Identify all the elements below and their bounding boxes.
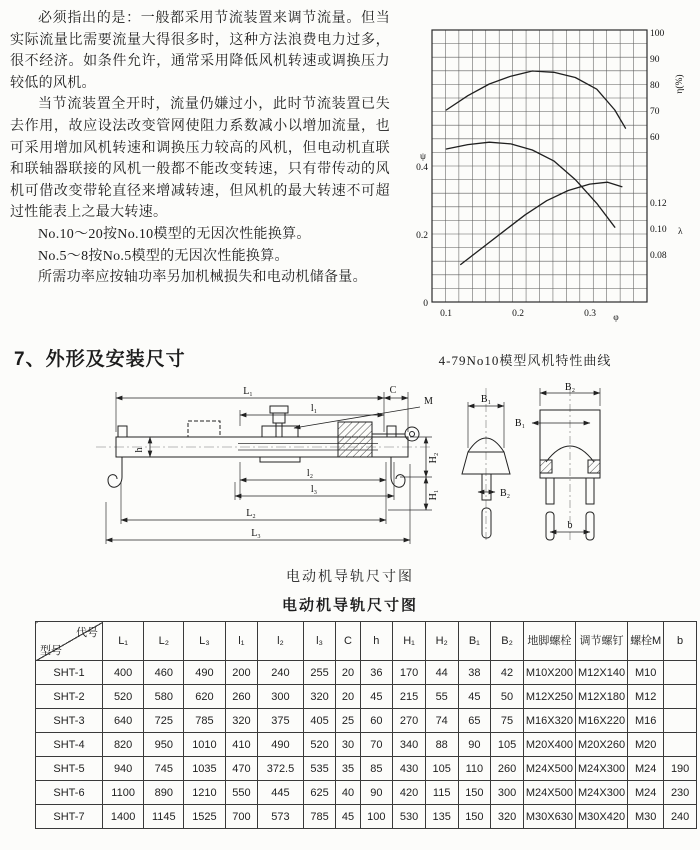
table-cell: M20 (628, 733, 664, 757)
table-cell: M12X250 (523, 685, 575, 709)
left-axis-tick: 0.4 (416, 163, 428, 173)
table-cell: 410 (225, 733, 258, 757)
table-cell: 170 (393, 661, 426, 685)
table-cell: 785 (184, 709, 225, 733)
lambda-axis-label: λ (678, 227, 683, 237)
table-cell: M12X180 (575, 685, 627, 709)
column-header: 调节螺钉 (575, 622, 627, 661)
table-cell: 45 (336, 805, 360, 829)
table-cell: 88 (425, 733, 458, 757)
column-header: L₃ (184, 622, 225, 661)
table-cell: M16X220 (575, 709, 627, 733)
table-cell: 74 (425, 709, 458, 733)
table-cell: M10 (628, 661, 664, 685)
table-cell: M30X630 (523, 805, 575, 829)
table-body (36, 661, 697, 829)
table-cell: 50 (491, 685, 524, 709)
table-cell: 445 (258, 781, 304, 805)
column-header: H₁ (393, 622, 426, 661)
model-cell: SHT-4 (36, 733, 103, 757)
column-header: 地脚螺栓 (523, 622, 575, 661)
table-cell: 55 (425, 685, 458, 709)
table-cell: M30X420 (575, 805, 627, 829)
dim-B1-mid: B₁ (514, 418, 526, 429)
eta-axis-label: η(%) (675, 74, 685, 94)
table-cell: 45 (360, 685, 393, 709)
table-cell: 240 (258, 661, 304, 685)
table-cell: 65 (458, 709, 491, 733)
table-cell: 405 (303, 709, 336, 733)
table-cell: 105 (491, 733, 524, 757)
model-cell: SHT-6 (36, 781, 103, 805)
table-row (36, 805, 697, 829)
table-row (36, 757, 697, 781)
section-heading: 7、外形及安装尺寸 (14, 349, 186, 370)
table-cell: 470 (225, 757, 258, 781)
left-hook (108, 457, 122, 487)
table-cell: 1035 (184, 757, 225, 781)
table-cell: 530 (393, 805, 426, 829)
lambda-axis-tick: 0.08 (650, 251, 667, 261)
chart-caption: 4-79No10模型风机特性曲线 (438, 353, 612, 368)
table-cell: 40 (336, 781, 360, 805)
column-header: B₁ (458, 622, 491, 661)
eta-axis-tick: 90 (650, 55, 660, 65)
table-cell: 42 (491, 661, 524, 685)
paragraph: 所需功率应按轴功率另加机械损失和电动机储备量。 (38, 270, 367, 286)
dim-L3: L₃ (251, 528, 261, 539)
table-cell: 90 (458, 733, 491, 757)
dim-h: h (134, 447, 145, 453)
adjust-bolt-nut (273, 413, 285, 423)
table-cell: 190 (664, 757, 697, 781)
model-cell: SHT-1 (36, 661, 103, 685)
column-header: l₃ (303, 622, 336, 661)
installation-drawings (0, 380, 700, 564)
wedge-block (338, 422, 372, 457)
curve-λ (461, 182, 622, 264)
table-cell: 105 (425, 757, 458, 781)
table-cell: 240 (664, 805, 697, 829)
table-cell: M24 (628, 781, 664, 805)
adjust-bolt-cap (270, 406, 288, 413)
dim-C: C (389, 385, 397, 396)
table-cell: M24X300 (575, 757, 627, 781)
table-cell: 90 (360, 781, 393, 805)
table-cell: 320 (303, 685, 336, 709)
table-cell: 785 (303, 805, 336, 829)
table-cell: M12X140 (575, 661, 627, 685)
table-cell: 115 (425, 781, 458, 805)
dim-L1: L₁ (243, 386, 253, 397)
table-cell: 85 (360, 757, 393, 781)
table-cell: 1525 (184, 805, 225, 829)
table-row (36, 709, 697, 733)
table-cell: 35 (336, 757, 360, 781)
table-cell: 60 (360, 709, 393, 733)
table-cell: 320 (491, 805, 524, 829)
table-cell: 75 (491, 709, 524, 733)
body-text-column (0, 0, 392, 344)
table-cell: 430 (393, 757, 426, 781)
top-section (0, 0, 700, 344)
adjust-block (262, 426, 298, 437)
table-cell: 260 (225, 685, 258, 709)
table-cell: 890 (144, 781, 184, 805)
table-corner-cell: 代号 型号 (36, 622, 103, 661)
table-cell: 700 (225, 805, 258, 829)
chart-curves (446, 71, 625, 265)
table-cell: M10X200 (523, 661, 575, 685)
x-axis-tick: 0.1 (440, 309, 452, 319)
table-cell: 20 (336, 661, 360, 685)
curve-η (446, 71, 625, 128)
paragraph: No.5～8按No.5模型的无因次性能换算。 (38, 248, 289, 264)
rail-side-view-drawing (88, 382, 440, 560)
table-cell (664, 733, 697, 757)
table-row (36, 781, 697, 805)
table-row (36, 685, 697, 709)
table-cell: 490 (258, 733, 304, 757)
table-cell: 300 (258, 685, 304, 709)
paragraph: 当节流装置全开时，流量仍嫌过小，此时节流装置已失去作用，故应设法改变管网使阻力系数减小以增加流量，也可采用增加风机转速和调换压力较高的风机，但电动机直联和联轴器联接的风机一般都不能改变转速，只有带传动的风机可借改变带轮直径来增减转速，但风机的最大转速不可超过性能表上之最大转速。 (10, 97, 390, 221)
lambda-axis-tick: 0.12 (650, 199, 667, 209)
dim-M: M (424, 396, 433, 407)
column-header: l₂ (258, 622, 304, 661)
dim-l3: l₃ (310, 484, 318, 495)
table-cell: M16 (628, 709, 664, 733)
table-cell: 520 (103, 685, 144, 709)
table-cell: 150 (458, 805, 491, 829)
table-cell: 230 (664, 781, 697, 805)
table-cell: 36 (360, 661, 393, 685)
left-axis-tick: 0.2 (416, 231, 428, 241)
table-cell: 400 (103, 661, 144, 685)
adjust-base (260, 457, 300, 462)
eta-axis-tick: 60 (650, 133, 660, 143)
left-axis-tick: 0 (423, 299, 428, 309)
table-cell: 940 (103, 757, 144, 781)
table-cell: M24 (628, 757, 664, 781)
table-cell: 70 (360, 733, 393, 757)
table-cell: 640 (103, 709, 144, 733)
paragraph: 必须指出的是：一般都采用节流装置来调节流量。但当实际流量比需要流量大得很多时，这种方法浪费电力过多，很不经济。如条件允许，通常采用降低风机转速或调换压力较低的风机。 (10, 11, 390, 91)
table-cell: 135 (425, 805, 458, 829)
dim-b: b (567, 520, 573, 531)
table-cell: 340 (393, 733, 426, 757)
table-cell: M12 (628, 685, 664, 709)
eta-axis-tick: 100 (650, 29, 665, 39)
table-cell: 20 (336, 685, 360, 709)
table-cell: 150 (458, 781, 491, 805)
table-cell: M24X500 (523, 781, 575, 805)
table-header (36, 622, 697, 661)
table-cell: 1400 (103, 805, 144, 829)
table-cell: 535 (303, 757, 336, 781)
column-header: C (336, 622, 360, 661)
table-cell: 520 (303, 733, 336, 757)
table-cell: 1010 (184, 733, 225, 757)
table-cell: 45 (458, 685, 491, 709)
table-cell: 420 (393, 781, 426, 805)
x-axis-tick: 0.2 (512, 309, 524, 319)
table-cell: M24X500 (523, 757, 575, 781)
junction-box (188, 421, 220, 437)
table-cell: 725 (144, 709, 184, 733)
dim-l2: l₂ (306, 468, 314, 479)
left-bolt (118, 426, 127, 437)
dim-B2-lower: B₂ (500, 488, 511, 499)
lambda-axis-tick: 0.10 (650, 225, 667, 235)
column-header: h (360, 622, 393, 661)
table-cell: M20X400 (523, 733, 575, 757)
right-bolt (387, 426, 396, 437)
eye-ring (405, 427, 419, 441)
drawing-caption: 电动机导轨尺寸图 (286, 570, 414, 585)
dim-B2-right: B₂ (564, 382, 576, 393)
table-cell: 745 (144, 757, 184, 781)
table-row (36, 733, 697, 757)
dim-l1: l₁ (310, 403, 318, 414)
table-cell: 1210 (184, 781, 225, 805)
right-clamp-bolt (546, 478, 554, 504)
table-cell: 625 (303, 781, 336, 805)
table-cell (664, 709, 697, 733)
adjust-bolt-shaft (276, 423, 282, 437)
right-hook (391, 457, 405, 487)
eta-axis-tick: 80 (650, 81, 660, 91)
fan-curve-svg (392, 12, 697, 344)
table-cell: 255 (303, 661, 336, 685)
table-cell: M16X320 (523, 709, 575, 733)
table-cell: 620 (184, 685, 225, 709)
model-cell: SHT-7 (36, 805, 103, 829)
table-cell (664, 685, 697, 709)
characteristic-curve-chart (392, 0, 700, 344)
left-axis-label: ψ (420, 152, 426, 162)
paragraph: No.10～20按No.10模型的无因次性能换算。 (38, 226, 311, 242)
column-header: L₁ (103, 622, 144, 661)
table-cell: 38 (458, 661, 491, 685)
table-cell: 110 (458, 757, 491, 781)
table-cell: 30 (336, 733, 360, 757)
table-cell: 580 (144, 685, 184, 709)
table-cell: M20X260 (575, 733, 627, 757)
dim-H2: H₂ (428, 452, 439, 464)
table-cell: M30 (628, 805, 664, 829)
x-axis-label: φ (613, 313, 619, 323)
column-header: B₂ (491, 622, 524, 661)
table-cell: 1145 (144, 805, 184, 829)
table-cell: 950 (144, 733, 184, 757)
table-cell: 372.5 (258, 757, 304, 781)
table-cell: 300 (491, 781, 524, 805)
table-cell: 550 (225, 781, 258, 805)
table-cell: 200 (225, 661, 258, 685)
table-cell: 320 (225, 709, 258, 733)
table-cell: M24X300 (575, 781, 627, 805)
table-cell: 270 (393, 709, 426, 733)
section-heading-row (0, 344, 700, 380)
model-cell: SHT-2 (36, 685, 103, 709)
table-cell: 1100 (103, 781, 144, 805)
table-row (36, 661, 697, 685)
table-cell: 573 (258, 805, 304, 829)
column-header: l₁ (225, 622, 258, 661)
column-header: H₂ (425, 622, 458, 661)
column-header: 螺栓M (628, 622, 664, 661)
dim-B1-left: B₁ (480, 394, 492, 405)
column-header: b (664, 622, 697, 661)
table-title: 电动机导轨尺寸图 (281, 597, 418, 614)
dim-H1: H₁ (428, 489, 439, 501)
table-cell: 820 (103, 733, 144, 757)
table-cell: 100 (360, 805, 393, 829)
rail-end-view-drawing (440, 382, 620, 550)
model-cell: SHT-5 (36, 757, 103, 781)
table-cell: 44 (425, 661, 458, 685)
table-cell: 375 (258, 709, 304, 733)
table-cell: 460 (144, 661, 184, 685)
table-cell: 25 (336, 709, 360, 733)
table-cell: 260 (491, 757, 524, 781)
x-axis-tick: 0.3 (584, 309, 596, 319)
left-clamp-stud (482, 508, 491, 538)
model-cell: SHT-3 (36, 709, 103, 733)
left-clamp-bolt (482, 474, 491, 500)
dimension-table (35, 621, 697, 829)
table-cell: 490 (184, 661, 225, 685)
right-clamp-bolt (586, 478, 594, 504)
eta-axis-tick: 70 (650, 107, 660, 117)
table-cell (664, 661, 697, 685)
column-header: L₂ (144, 622, 184, 661)
table-cell: 215 (393, 685, 426, 709)
dim-L2: L₂ (246, 508, 256, 519)
